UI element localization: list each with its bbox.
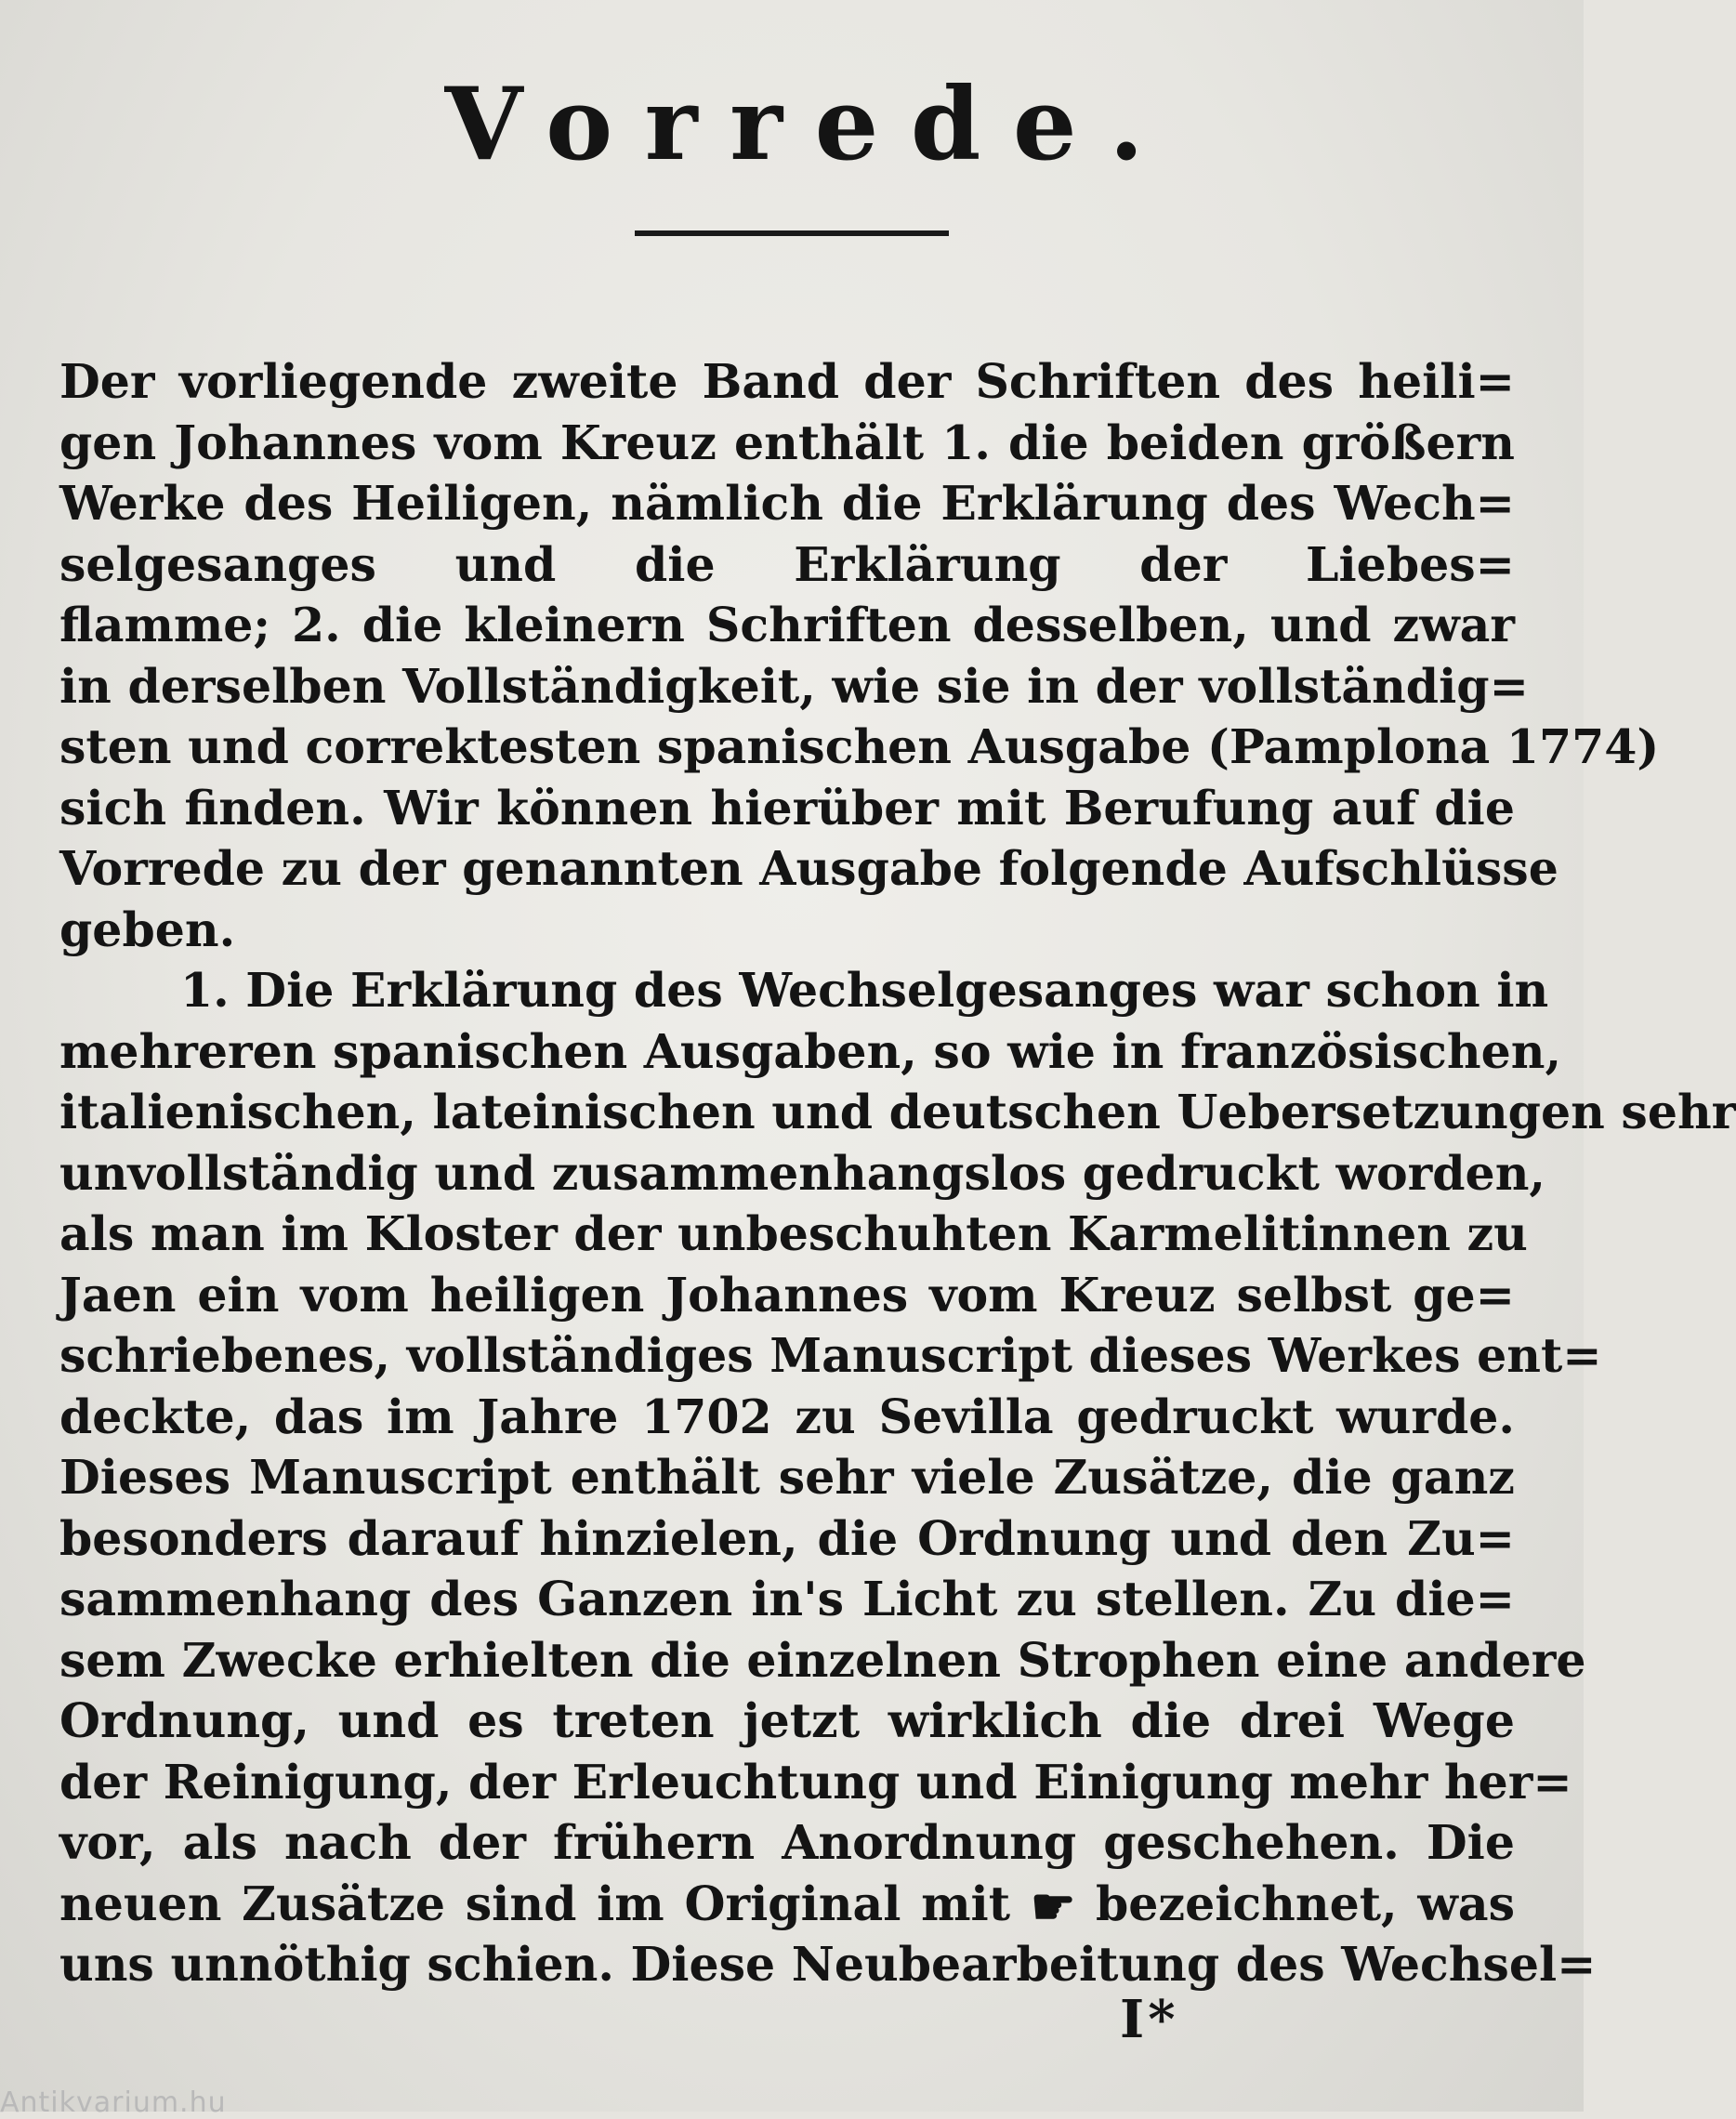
text-line: Vorrede zu der genannten Ausgabe folgende Aufschlüsse <box>59 841 1558 896</box>
text-line: flamme; 2. die kleinern Schriften desselben, und zwar <box>59 598 1515 652</box>
text-line: gen Johannes vom Kreuz enthält 1. die beiden größern <box>59 415 1515 470</box>
text-line: Der vorliegende zweite Band der Schriften des heili= <box>59 354 1515 409</box>
signature-mark: I* <box>1120 1989 1179 2050</box>
text-line: als man im Kloster der unbeschuhten Karmelitinnen zu <box>59 1206 1528 1261</box>
text-line: Ordnung, und es treten jetzt wirklich die drei Wege <box>59 1693 1515 1748</box>
body-text <box>59 351 1736 1995</box>
text-line: italienischen, lateinischen und deutschen Uebersetzungen sehr <box>59 1085 1736 1139</box>
text-fragment: neuen Zusätze sind im Original mit <box>59 1876 1011 1931</box>
text-line: mehreren spanischen Ausgaben, so wie in französischen, <box>59 1023 1562 1079</box>
text-line: sem Zwecke erhielten die einzelnen Strophen eine andere <box>59 1632 1586 1688</box>
text-line: schriebenes, vollständiges Manuscript dieses Werkes ent= <box>59 1328 1602 1383</box>
text-line: sammenhang des Ganzen in's Licht zu stellen. Zu die= <box>59 1572 1515 1626</box>
text-line: in derselben Vollständigkeit, wie sie in der vollständig= <box>59 658 1529 714</box>
text-line: Werke des Heiligen, nämlich die Erklärung des Wech= <box>59 476 1515 531</box>
text-fragment: bezeichnet, was <box>1095 1876 1515 1931</box>
text-line-with-hand <box>59 1874 1515 1935</box>
title-underline-rule <box>635 230 949 236</box>
text-line: der Reinigung, der Erleuchtung und Einigung mehr her= <box>59 1754 1572 1810</box>
text-line: deckte, das im Jahre 1702 zu Sevilla gedruckt wurde. <box>59 1389 1515 1444</box>
pointing-hand-icon: ☚ <box>1030 1876 1076 1936</box>
text-line: besonders darauf hinzielen, die Ordnung und den Zu= <box>59 1510 1515 1566</box>
paragraph-section-1 <box>59 960 1736 1995</box>
text-line: sich finden. Wir können hierüber mit Berufung auf die <box>59 780 1515 836</box>
text-line: vor, als nach der frühern Anordnung geschehen. Die <box>59 1815 1515 1870</box>
text-line: uns unnöthig schien. Diese Neubearbeitung des Wechsel= <box>59 1937 1597 1992</box>
text-line: 1. Die Erklärung des Wechselgesanges war schon in <box>180 963 1549 1018</box>
text-line: Dieses Manuscript enthält sehr viele Zusätze, die ganz <box>59 1450 1515 1505</box>
text-line: geben. <box>59 902 236 957</box>
watermark: Antikvarium.hu <box>0 2086 227 2119</box>
text-line: sten und correktesten spanischen Ausgabe (Pamplona 1774) <box>59 719 1660 774</box>
paragraph-intro <box>59 351 1660 960</box>
text-line: unvollständig und zusammenhangslos gedruckt worden, <box>59 1145 1545 1201</box>
text-line: Jaen ein vom heiligen Johannes vom Kreuz selbst ge= <box>59 1267 1515 1323</box>
page-title: Vorrede. <box>444 66 1177 183</box>
text-line: selgesanges und die Erklärung der Liebes= <box>59 536 1515 592</box>
